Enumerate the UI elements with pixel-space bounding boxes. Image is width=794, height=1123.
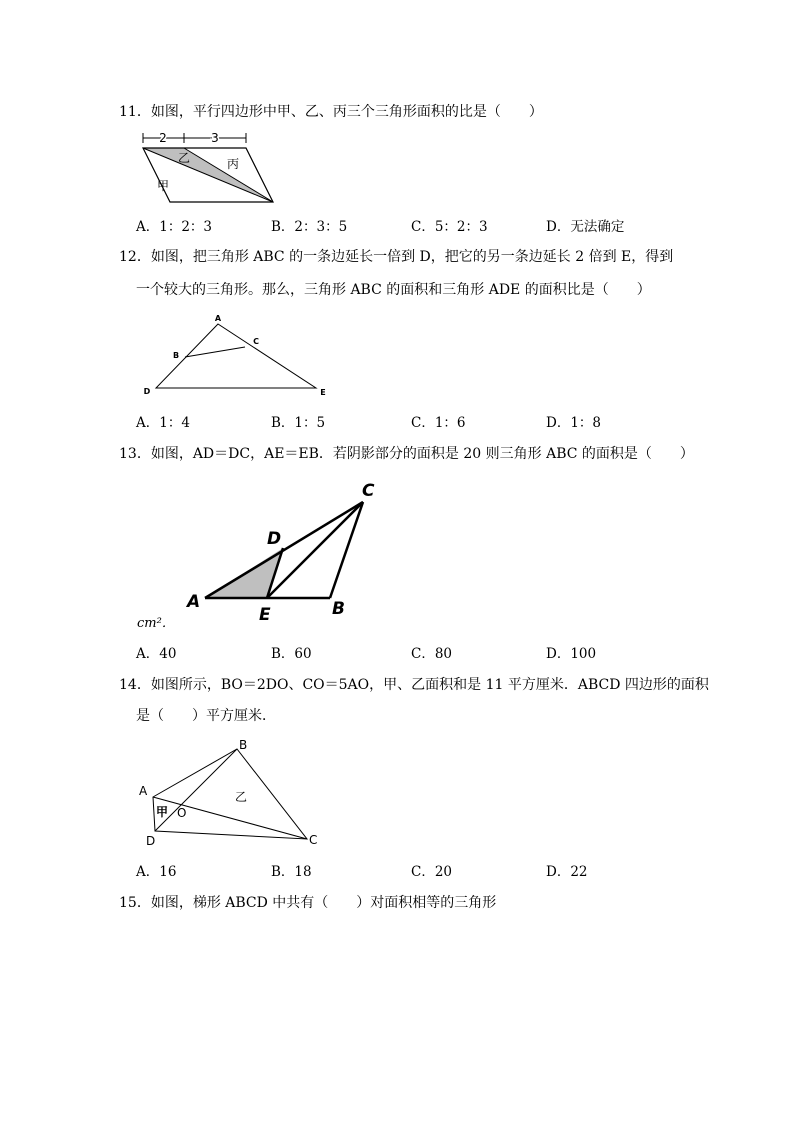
figure-q13-triangle bbox=[175, 478, 395, 628]
q14-option-c[interactable]: C．20 bbox=[411, 864, 453, 880]
q14-label-b: B bbox=[239, 738, 248, 752]
q14-option-b[interactable]: B．18 bbox=[271, 864, 312, 880]
q14-label-a: A bbox=[139, 784, 148, 798]
q12-option-d[interactable]: D．1：8 bbox=[546, 415, 602, 431]
q12-option-b[interactable]: B．1：5 bbox=[271, 415, 326, 431]
figure-q14-quadrilateral bbox=[135, 735, 335, 850]
q14-label-o: O bbox=[177, 806, 187, 820]
question-12-options bbox=[136, 414, 696, 432]
figure-q11-parallelogram bbox=[138, 132, 278, 204]
question-13-stem: 13．如图，AD＝DC，AE＝EB．若阴影部分的面积是 20 则三角形 ABC 的面积是（ ） bbox=[119, 446, 694, 462]
question-11-stem: 11．如图，平行四边形中甲、乙、丙三个三角形面积的比是（ ） bbox=[119, 104, 543, 120]
question-15-stem: 15．如图，梯形 ABCD 中共有（ ）对面积相等的三角形 bbox=[119, 895, 497, 911]
q11-option-d[interactable]: D．无法确定 bbox=[546, 219, 625, 235]
question-11-options bbox=[136, 218, 696, 236]
q12-label-b: B bbox=[172, 351, 180, 360]
q14-label-yi: 乙 bbox=[235, 790, 248, 804]
q11-label-bing: 丙 bbox=[226, 157, 240, 171]
question-14-stem-line2: 是（ ）平方厘米． bbox=[136, 708, 276, 724]
q14-option-d[interactable]: D．22 bbox=[546, 864, 588, 880]
q12-option-c[interactable]: C．1：6 bbox=[411, 415, 466, 431]
q14-label-c: C bbox=[309, 833, 318, 847]
q14-label-jia: 甲 bbox=[156, 805, 169, 819]
q12-label-c: C bbox=[253, 337, 259, 346]
q14-option-a[interactable]: A．16 bbox=[136, 864, 177, 880]
q13-option-d[interactable]: D．100 bbox=[546, 646, 597, 662]
q11-option-a[interactable]: A．1：2：3 bbox=[136, 219, 213, 235]
q12-label-d: D bbox=[143, 387, 151, 396]
q11-option-c[interactable]: C．5：2：3 bbox=[411, 219, 488, 235]
q13-option-b[interactable]: B．60 bbox=[271, 646, 312, 662]
q11-label-yi: 乙 bbox=[177, 151, 191, 165]
q13-label-d: D bbox=[267, 529, 282, 549]
q12-option-a[interactable]: A．1：4 bbox=[136, 415, 190, 431]
q12-label-e: E bbox=[320, 388, 326, 397]
q13-label-b: B bbox=[332, 599, 345, 619]
question-14-options bbox=[136, 863, 696, 881]
q13-label-a: A bbox=[187, 592, 201, 612]
q11-option-b[interactable]: B．2：3：5 bbox=[271, 219, 348, 235]
q13-option-c[interactable]: C．80 bbox=[411, 646, 453, 662]
question-12-stem-line1: 12．如图，把三角形 ABC 的一条边延长一倍到 D，把它的另一条边延长 2 倍到 E，得到 bbox=[119, 249, 674, 265]
question-13-options bbox=[136, 645, 696, 663]
q11-label-2: 2 bbox=[159, 131, 167, 145]
q13-label-c: C bbox=[362, 481, 375, 501]
q11-label-jia: 甲 bbox=[156, 179, 170, 193]
question-14-stem-line1: 14．如图所示，BO＝2DO、CO＝5AO，甲、乙面积和是 11 平方厘米．ABCD 四边形的面积 bbox=[119, 677, 709, 693]
figure-q12-triangle bbox=[138, 312, 338, 402]
q14-label-d: D bbox=[146, 834, 156, 848]
q13-label-e: E bbox=[259, 605, 271, 625]
q13-unit: cm²． bbox=[137, 616, 175, 631]
q11-label-3: 3 bbox=[211, 131, 219, 145]
q13-option-a[interactable]: A．40 bbox=[136, 646, 177, 662]
question-12-stem-line2: 一个较大的三角形。那么，三角形 ABC 的面积和三角形 ADE 的面积比是（ ） bbox=[136, 282, 651, 298]
q12-label-a: A bbox=[214, 314, 222, 323]
